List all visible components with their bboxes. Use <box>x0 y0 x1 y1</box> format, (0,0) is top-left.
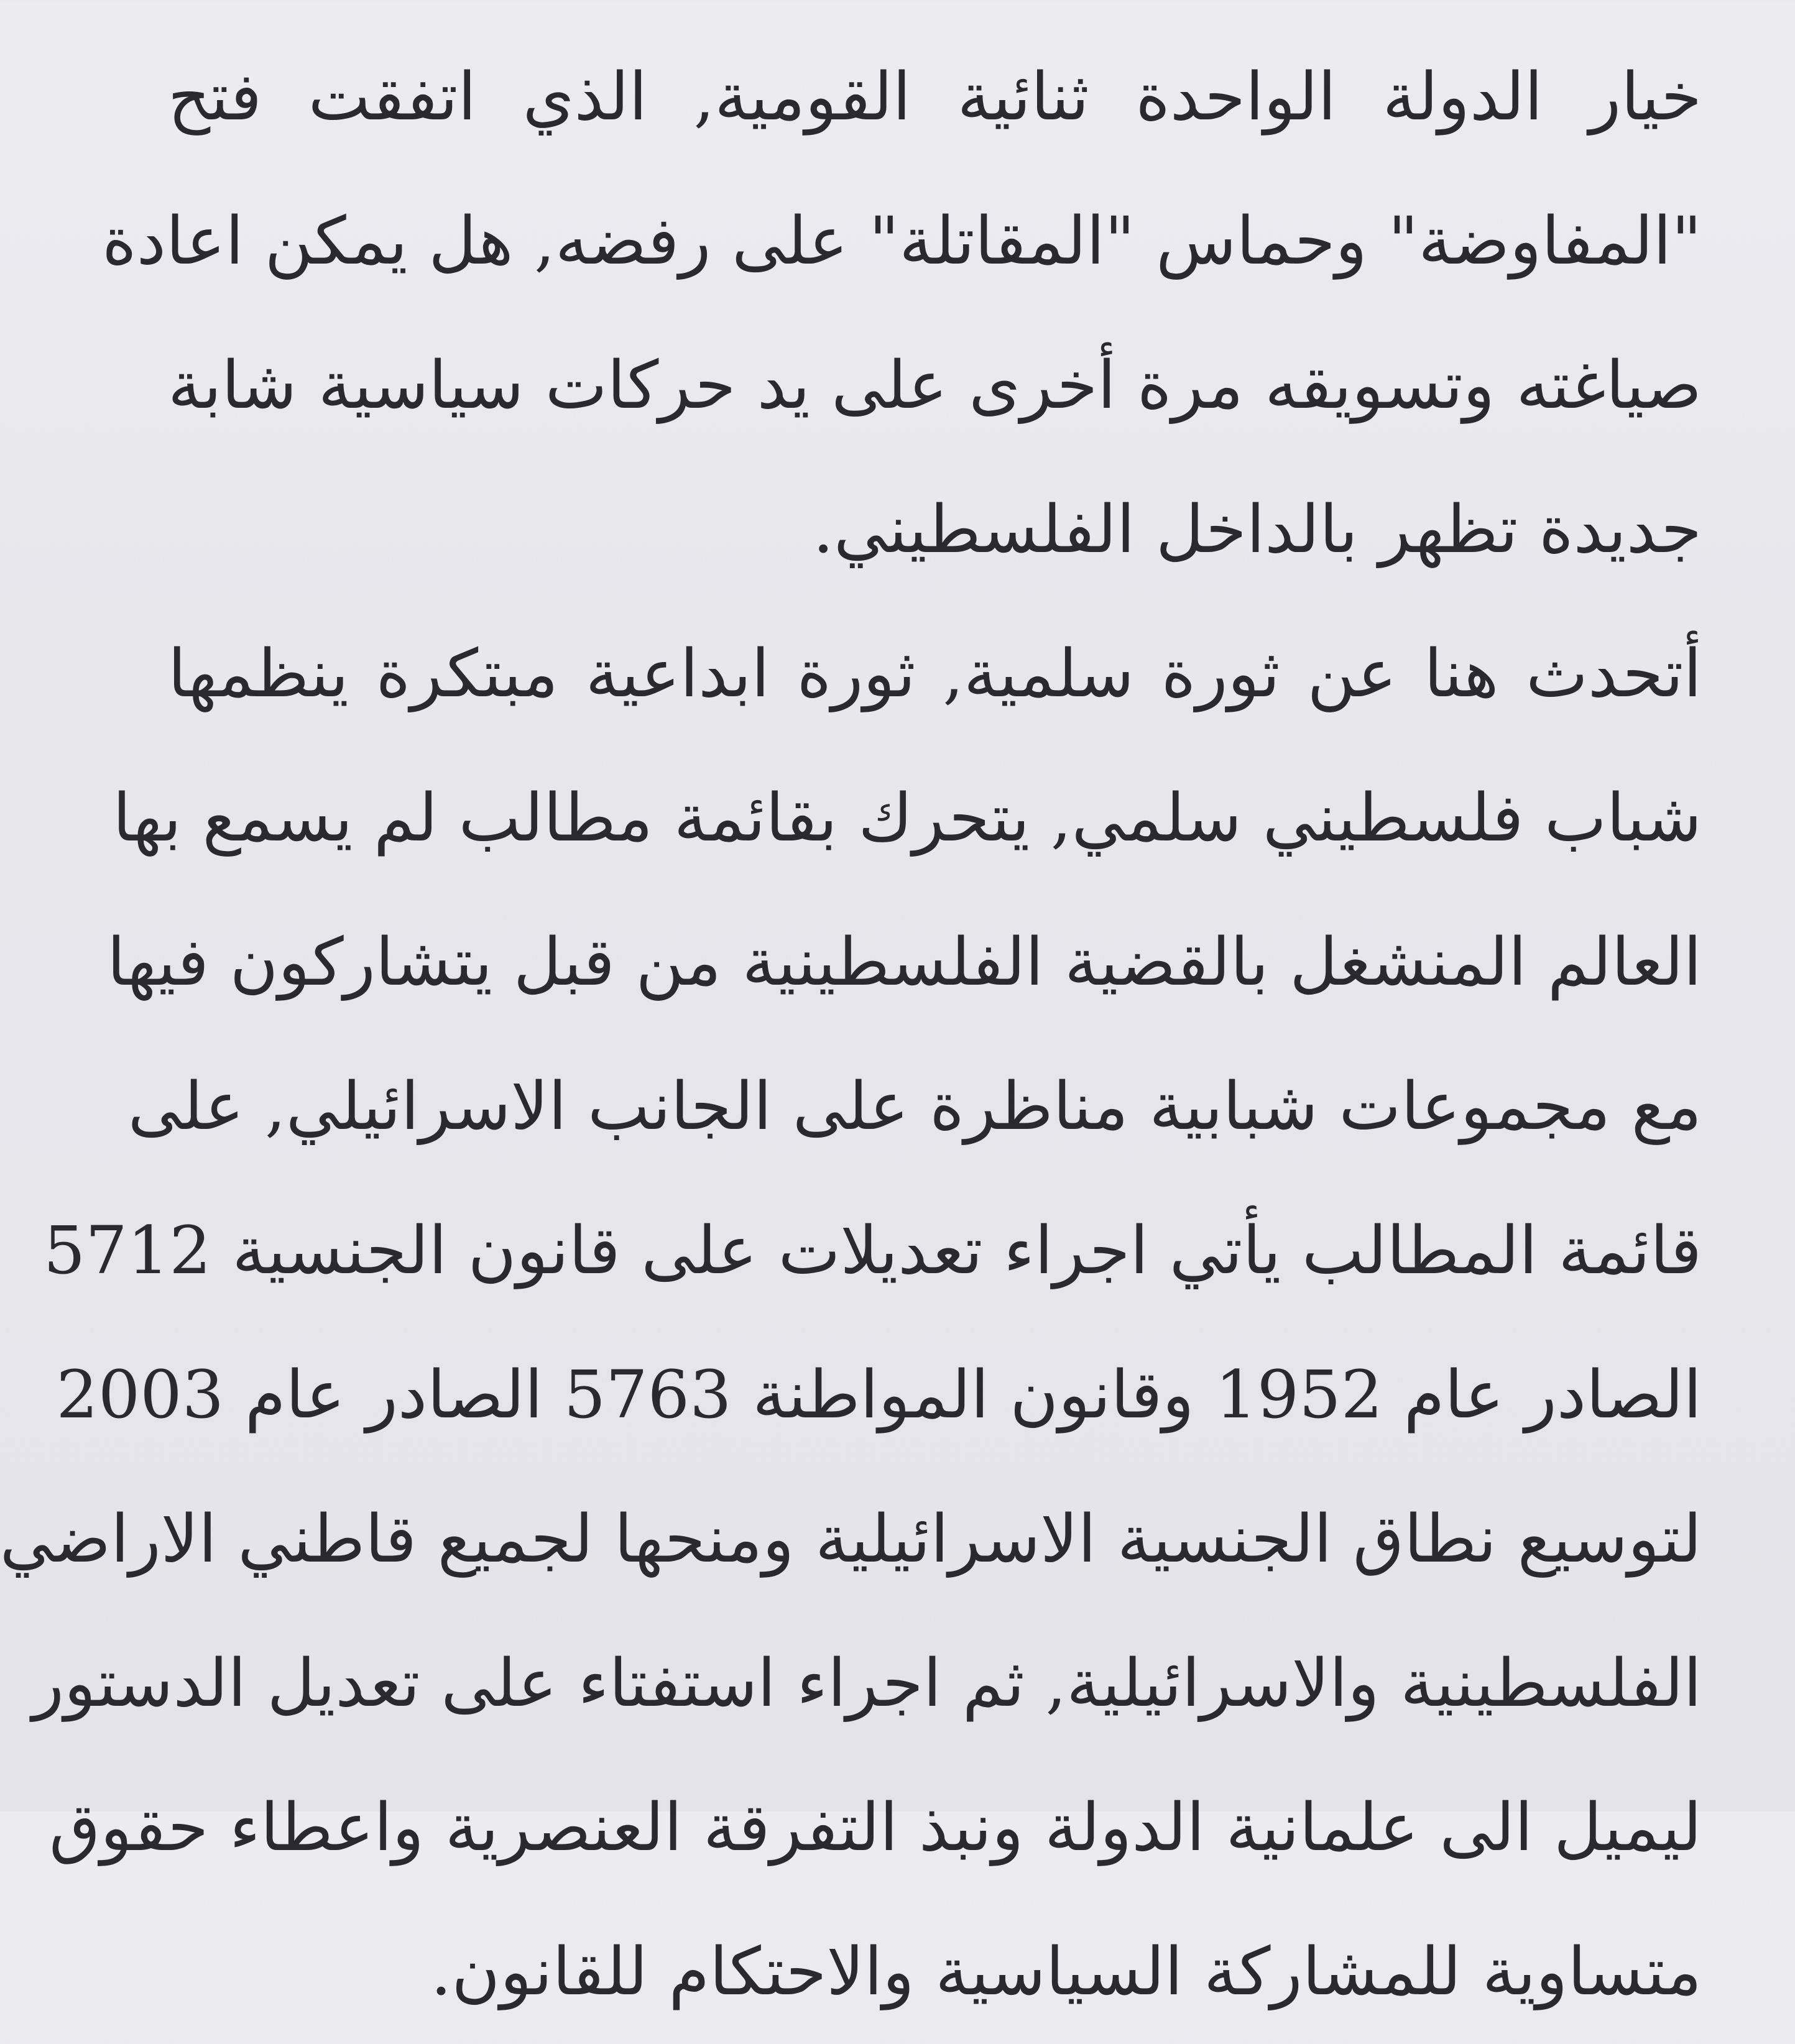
text-line: شباب فلسطيني سلمي, يتحرك بقائمة مطالب لم يسمع بها <box>113 780 1702 856</box>
text-line: صياغته وتسويقه مرة أخرى على يد حركات سياسية شابة <box>168 347 1702 423</box>
text-line: خيار الدولة الواحدة ثنائية القومية, الذي اتفقت فتح <box>168 58 1702 135</box>
text-line: متساوية للمشاركة السياسية والاحتكام للقانون. <box>430 1933 1702 2010</box>
page-text <box>0 25 1702 2044</box>
text-line: "المفاوضة" وحماس "المقاتلة" على رفضه, هل يمكن اعادة <box>102 203 1702 279</box>
text-line: العالم المنشغل بالقضية الفلسطينية من قبل يتشاركون فيها <box>107 924 1702 1000</box>
text-line: مع مجموعات شبابية مناظرة على الجانب الاسرائيلي, على <box>127 1068 1702 1144</box>
text-line: الفلسطينية والاسرائيلية, ثم اجراء استفتاء على تعديل الدستور <box>32 1645 1702 1721</box>
text-line: جديدة تظهر بالداخل الفلسطيني. <box>813 491 1702 568</box>
text-line: لتوسيع نطاق الجنسية الاسرائيلية ومنحها لجميع قاطني الاراضي <box>0 1501 1702 1577</box>
text-line: ليميل الى علمانية الدولة ونبذ التفرقة العنصرية واعطاء حقوق <box>49 1789 1702 1866</box>
text-line: أتحدث هنا عن ثورة سلمية, ثورة ابداعية مبتكرة ينظمها <box>168 635 1702 712</box>
text-line: الصادر عام 1952 وقانون المواطنة 5763 الصادر عام 2003 <box>56 1356 1702 1433</box>
text-line: قائمة المطالب يأتي اجراء تعديلات على قانون الجنسية 5712 <box>43 1212 1702 1289</box>
